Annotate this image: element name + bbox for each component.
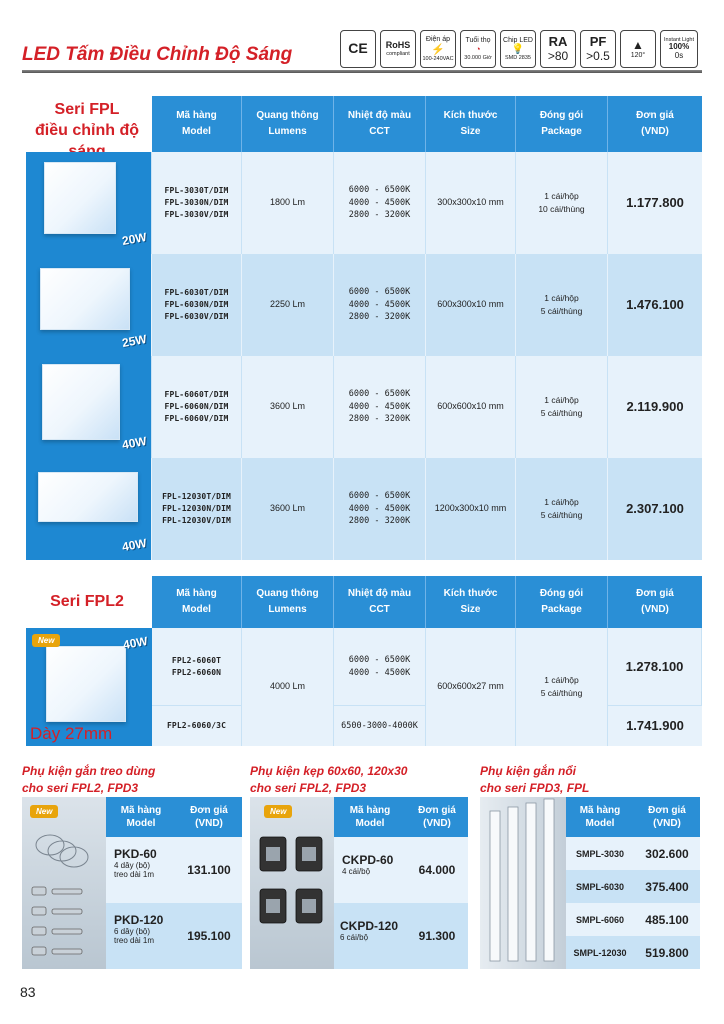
size-cell: 600x300x10 mm	[426, 254, 516, 356]
fpl2-table-body	[26, 628, 702, 746]
package-cell: 1 cái/hộp 5 cái/thùng	[516, 458, 608, 560]
package-cell: 1 cái/hộp 5 cái/thùng	[516, 628, 608, 746]
price-cell: 485.100	[645, 912, 689, 927]
model-cell: FPL-3030T/DIM FPL-3030N/DIM FPL-3030V/DIM	[152, 152, 242, 254]
col-package-header: Đóng gói Package	[516, 576, 608, 628]
col-size-header: Kích thước Size	[426, 96, 516, 152]
new-badge: New	[30, 805, 58, 818]
clip-icon	[250, 797, 334, 969]
product-image	[26, 628, 152, 746]
ra-icon: RA >80	[540, 30, 576, 68]
model-cell: FPL-6060T/DIM FPL-6060N/DIM FPL-6060V/DIM	[152, 356, 242, 458]
led-panel-image	[44, 162, 116, 234]
thickness-label: Dày 27mm	[30, 724, 113, 743]
cct-cell: 6000 - 6500K 4000 - 4500K 2800 - 3200K	[334, 356, 426, 458]
hanging-kit-image	[22, 797, 106, 969]
instant-light-icon: Instant Light 100% 0s	[660, 30, 698, 68]
price-cell: 64.000	[418, 863, 456, 877]
led-panel-image	[42, 364, 120, 440]
col-package-header: Đóng gói Package	[516, 96, 608, 152]
size-cell: 1200x300x10 mm	[426, 458, 516, 560]
package-cell: 1 cái/hộp 5 cái/thùng	[516, 254, 608, 356]
product-image	[26, 152, 152, 254]
product-image	[26, 356, 152, 458]
lumen-cell: 4000 Lm	[242, 628, 334, 746]
table-row: PKD-120 6 dây (bộ) treo dài 1m 195.100	[106, 903, 242, 969]
col-model-header: Mã hàng Model	[152, 576, 242, 628]
chip-led-icon: Chip LED 💡 SMD 2835	[500, 30, 536, 68]
table-row: SMPL-6060 485.100	[566, 903, 700, 936]
size-cell: 600x600x27 mm	[426, 628, 516, 746]
col-lumen-header: Quang thông Lumens	[242, 96, 334, 152]
rohs-icon: RoHS compliant	[380, 30, 416, 68]
col-size-header: Kích thước Size	[426, 576, 516, 628]
size-cell: 600x600x10 mm	[426, 356, 516, 458]
package-cell: 1 cái/hộp 5 cái/thùng	[516, 356, 608, 458]
cct-cell: 6500-3000-4000K	[334, 706, 426, 746]
cct-cell: 6000 - 6500K 4000 - 4500K 2800 - 3200K	[334, 458, 426, 560]
table-row	[26, 254, 702, 356]
price-cell: 1.476.100	[626, 297, 684, 313]
new-badge: New	[264, 805, 292, 818]
col-cct-header: Nhiệt độ màu CCT	[334, 96, 426, 152]
page-number: 83	[20, 984, 36, 1000]
table-row	[26, 152, 702, 254]
fpl-series-label: Seri FPL điều chỉnh độ	[35, 101, 139, 139]
acc1-table	[22, 797, 242, 969]
price-cell: 2.119.900	[626, 399, 684, 415]
table-row: SMPL-3030 302.600	[566, 837, 700, 870]
acc3-title: Phụ kiện gắn nổi cho seri FPD3, FPL	[480, 764, 590, 795]
led-panel-image	[38, 472, 138, 522]
price-cell: 131.100	[187, 863, 231, 877]
product-image	[26, 254, 152, 356]
fpl-table-header	[152, 96, 702, 152]
price-cell: 1.278.100	[608, 628, 702, 706]
lumen-cell: 2250 Lm	[242, 254, 334, 356]
acc2-header: Mã hàng Model Đơn giá (VND)	[349, 805, 456, 829]
page-title: LED Tấm Điều Chỉnh Độ Sáng	[22, 44, 293, 65]
size-cell: 300x300x10 mm	[426, 152, 516, 254]
cct-cell: 6000 - 6500K 4000 - 4500K 2800 - 3200K	[334, 152, 426, 254]
lumen-cell: 1800 Lm	[242, 152, 334, 254]
col-cct-header: Nhiệt độ màu CCT	[334, 576, 426, 628]
new-badge: New	[32, 634, 60, 647]
lumen-cell: 3600 Lm	[242, 458, 334, 560]
price-cell: 2.307.100	[626, 501, 684, 517]
lifetime-icon: Tuổi thọ ◔ 30.000 Giờ	[460, 30, 496, 68]
frame-bar-icon	[480, 797, 566, 969]
price-cell: 302.600	[645, 846, 689, 861]
table-row: SMPL-12030 519.800	[566, 936, 700, 969]
package-cell: 1 cái/hộp 10 cái/thùng	[516, 152, 608, 254]
acc3-table	[480, 797, 700, 969]
table-row	[26, 458, 702, 560]
watt-badge: 40W	[122, 633, 150, 653]
table-row: CKPD-60 4 cái/bộ 64.000	[334, 837, 468, 903]
voltage-icon: Điện áp ⚡ 100-240VAC	[420, 30, 456, 68]
product-image	[26, 458, 152, 560]
title-underline	[22, 70, 702, 73]
fpl2-series-label: Seri FPL2	[50, 593, 124, 610]
watt-badge: 25W	[121, 331, 149, 351]
cct-cell: 6000 - 6500K 4000 - 4500K	[334, 628, 426, 706]
table-row	[26, 356, 702, 458]
table-row: SMPL-6030 375.400	[566, 870, 700, 903]
fpl-table-body	[26, 152, 702, 560]
model-cell: FPL-12030T/DIM FPL-12030N/DIM FPL-12030V/DIM	[152, 458, 242, 560]
model-cell: FPL-6030T/DIM FPL-6030N/DIM FPL-6030V/DIM	[152, 254, 242, 356]
price-cell: 195.100	[187, 929, 231, 943]
price-cell: 1.741.900	[626, 718, 684, 734]
table-row: PKD-60 4 dây (bộ) treo dài 1m 131.100	[106, 837, 242, 903]
pf-icon: PF >0.5	[580, 30, 616, 68]
hanging-cable-icon	[22, 797, 106, 969]
led-panel-image	[40, 268, 130, 330]
col-price-header: Đơn giá (VND)	[636, 588, 674, 615]
lumen-cell: 3600 Lm	[242, 356, 334, 458]
model-cell: FPL2-6060/3C	[152, 706, 242, 746]
led-panel-image	[46, 646, 126, 722]
table-row: CKPD-120 6 cái/bộ 91.300	[334, 903, 468, 969]
price-cell: 1.177.800	[626, 195, 684, 211]
watt-badge: 40W	[121, 433, 149, 453]
clip-kit-image	[250, 797, 334, 969]
col-lumen-header: Quang thông Lumens	[242, 576, 334, 628]
acc3-header: Mã hàng Model Đơn giá (VND)	[579, 805, 686, 829]
price-cell: 375.400	[645, 879, 689, 894]
model-cell: FPL2-6060T FPL2-6060N	[152, 628, 242, 706]
col-price-header: Đơn giá (VND)	[636, 110, 674, 137]
acc1-header: Mã hàng Model Đơn giá (VND)	[120, 805, 228, 829]
beam-angle-icon: ▲ 120°	[620, 30, 656, 68]
col-model-header: Mã hàng Model	[152, 96, 242, 152]
acc2-title: Phụ kiện kẹp 60x60, 120x30 cho seri FPL2, FPD3	[250, 764, 408, 795]
surface-frame-image	[480, 797, 566, 969]
acc2-table	[250, 797, 468, 969]
ce-mark-icon: CE	[340, 30, 376, 68]
fpl2-table-header	[152, 576, 702, 628]
cct-cell: 6000 - 6500K 4000 - 4500K 2800 - 3200K	[334, 254, 426, 356]
watt-badge: 40W	[121, 535, 149, 555]
acc1-title: Phụ kiện gắn treo dùng cho seri FPL2, FPD3	[22, 764, 156, 795]
watt-badge: 20W	[121, 229, 149, 249]
price-cell: 91.300	[418, 929, 456, 943]
price-cell: 519.800	[645, 945, 689, 960]
